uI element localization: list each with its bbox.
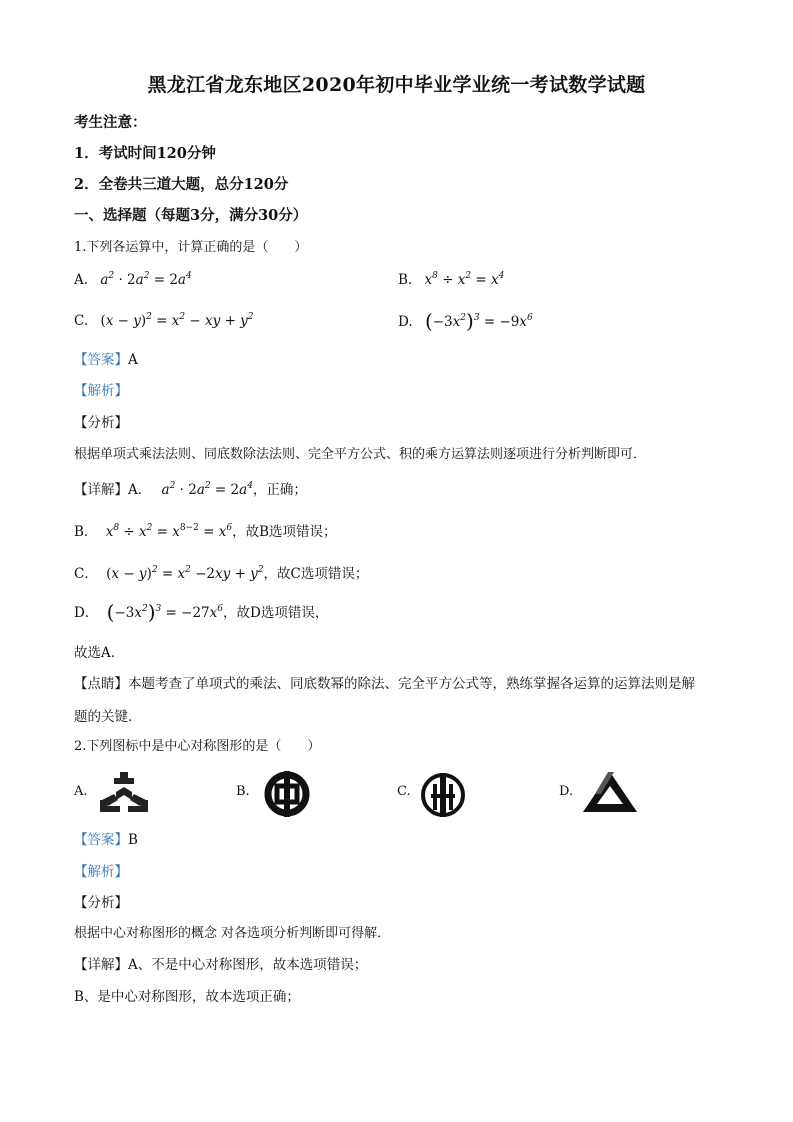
q1-option-c (74, 313, 254, 329)
option-label: A. (74, 784, 88, 799)
q2-answer (74, 828, 138, 848)
detail-tag: 【详解】A． (74, 482, 152, 498)
q2-option-a (74, 770, 164, 814)
q2-detail-2: B、是中心对称图形，故本选项正确； (74, 989, 300, 1005)
q1-dianjing-line1: 【点睛】本题考查了单项式的乘法、同底数幂的除法、完全平方公式等，熟练掌握各运算的运算法则是解 (74, 676, 695, 692)
option-label: C. (397, 784, 411, 799)
option-label: A. (74, 272, 89, 288)
q1-conclusion: 故选A． (74, 645, 125, 661)
option-label: B. (398, 272, 413, 288)
detail-suffix: ，故D选项错误， (223, 605, 329, 621)
q1-detail-c (74, 562, 368, 582)
math-expression: $(-3x^2)^3 = -9x^6$ (424, 309, 533, 333)
q1-option-d (398, 309, 533, 333)
notice-heading: 考生注意： (74, 114, 147, 131)
notice-item-1: 1．考试时间120分钟 (74, 145, 216, 162)
q2-option-b (236, 770, 336, 814)
math-expression: $a^2 \cdot 2a^2 = 2a^4$ (161, 481, 253, 498)
notice-item-2: 2．全卷共三道大题，总分120分 (74, 176, 289, 193)
math-expression: $x^8 \div x^2 = x^4$ (424, 271, 505, 288)
q2-option-c (397, 770, 497, 814)
option-label: D. (398, 314, 413, 330)
q2-detail-1: 【详解】A、不是中心对称图形，故本选项错误； (74, 957, 368, 973)
q1-stem: 1.下列各运算中，计算正确的是（ ） (74, 240, 308, 255)
math-expression: $x^8 \div x^2 = x^{8-2} = x^6$ (105, 523, 233, 540)
q1-analysis: 根据单项式乘法法则、同底数除法法则、完全平方公式、积的乘方运算法则逐项进行分析判断即可． (74, 447, 647, 462)
triangle-logo-icon (581, 770, 639, 814)
option-label: D. (559, 784, 574, 799)
detail-suffix: ，故B选项错误； (232, 524, 337, 540)
detail-prefix: D． (74, 605, 99, 621)
option-label: C. (74, 313, 89, 329)
q2-option-d (559, 770, 669, 814)
q1-jiexi-tag: 【解析】 (74, 383, 128, 399)
three-arm-logo-icon (96, 770, 152, 814)
q2-analysis: 根据中心对称图形的概念 对各选项分析判断即可得解． (74, 926, 391, 941)
bank-of-china-logo-icon (260, 770, 314, 818)
q2-jiexi-tag: 【解析】 (74, 864, 128, 880)
detail-suffix: ，正确； (252, 482, 307, 498)
q1-option-a (74, 272, 192, 288)
q2-stem: 2.下列图标中是中心对称图形的是（ ） (74, 739, 321, 754)
math-expression: $(-3x^2)^3 = -27x^6$ (106, 600, 223, 624)
q2-fenxi-tag: 【分析】 (74, 895, 128, 911)
q1-detail-d (74, 600, 328, 624)
answer-tag: 【答案】 (74, 352, 128, 368)
q1-detail-a (74, 478, 307, 498)
math-expression: $a^2 \cdot 2a^2 = 2a^4$ (100, 271, 192, 288)
q1-dianjing-line2: 题的关键． (74, 709, 142, 725)
page-title: 黑龙江省龙东地区2020年初中毕业学业统一考试数学试题 (147, 74, 646, 96)
detail-suffix: ，故C选项错误； (263, 566, 369, 582)
detail-prefix: C． (74, 566, 98, 582)
answer-value: A (128, 352, 138, 368)
q1-fenxi-tag: 【分析】 (74, 415, 128, 431)
option-label: B. (236, 784, 250, 799)
answer-tag: 【答案】 (74, 832, 128, 848)
math-expression: $(x - y)^2 = x^2$ − xy + $y^2$ (100, 312, 254, 329)
detail-prefix: B． (74, 524, 98, 540)
math-expression: $(x - y)^2 = x^2 -2xy + y^2$ (106, 565, 264, 582)
q1-detail-b (74, 520, 337, 540)
agricultural-bank-logo-icon (419, 770, 467, 820)
q1-option-b (398, 272, 504, 288)
answer-value: B (128, 832, 138, 848)
section-heading: 一、选择题（每题3分，满分30分） (74, 207, 308, 224)
q1-answer (74, 348, 138, 368)
